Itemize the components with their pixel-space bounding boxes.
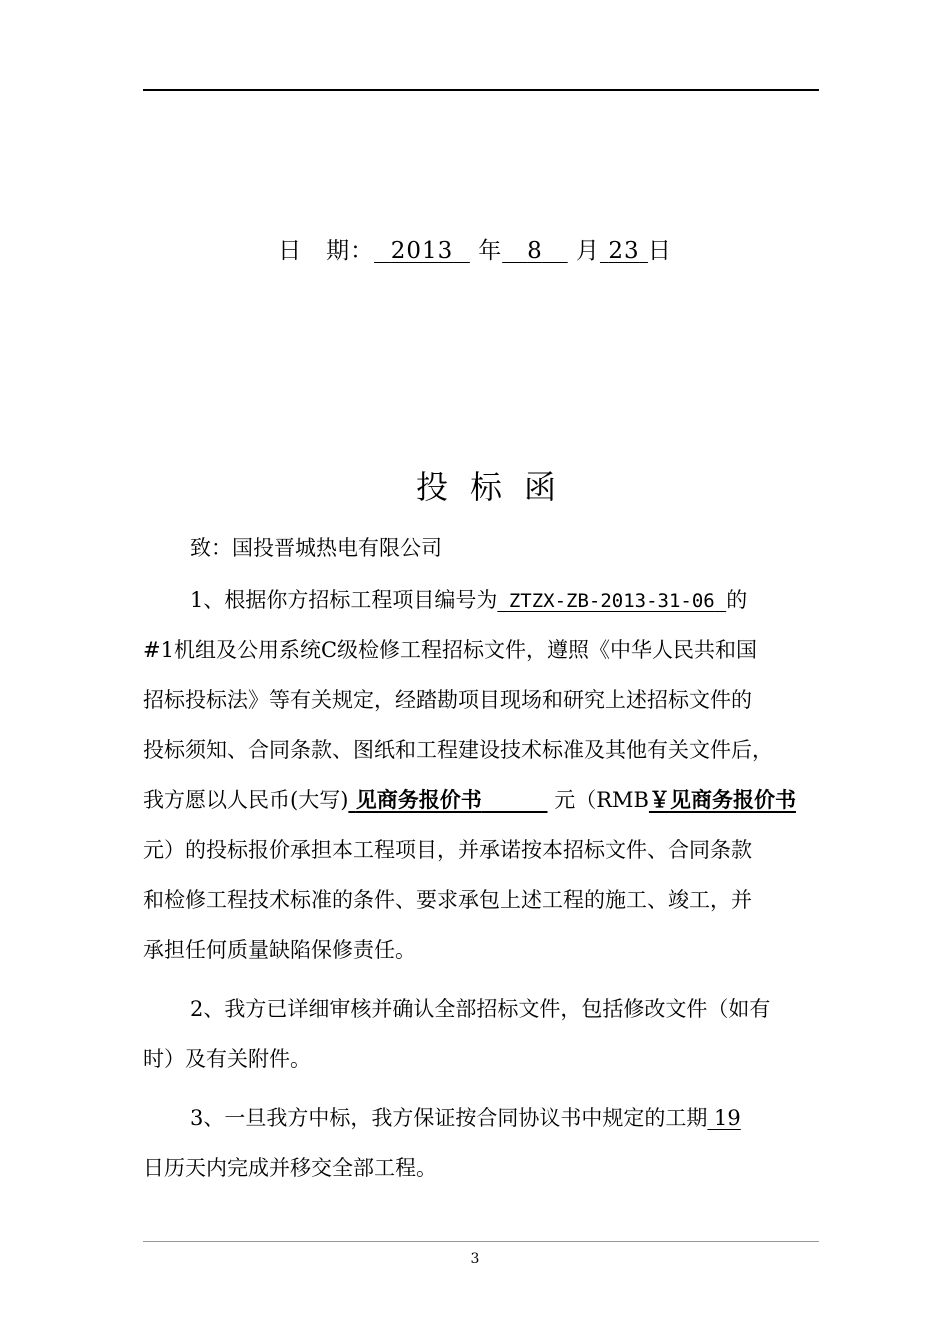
date-label: 日 期： xyxy=(278,238,375,264)
para3-line2: 日历天内完成并移交全部工程。 xyxy=(143,1156,437,1180)
date-year: 2013 xyxy=(390,238,454,264)
footer-rule xyxy=(143,1241,819,1242)
para3-line1: 3、一旦我方中标，我方保证按合同协议书中规定的工期 19 xyxy=(190,1106,741,1130)
date-month: 8 xyxy=(527,238,543,264)
para2-line1: 2、我方已详细审核并确认全部招标文件，包括修改文件（如有 xyxy=(190,997,771,1021)
para1-line1: 1、根据你方招标工程项目编号为 ZTZX-ZB-2013-31-06 的 xyxy=(190,588,748,612)
page-number: 3 xyxy=(470,1251,480,1267)
date-year-unit: 年 xyxy=(478,238,503,264)
para1-line5: 我方愿以人民币(大写) 见商务报价书 元（RMB￥见商务报价书 xyxy=(143,787,796,812)
amount-words: 见商务报价书 xyxy=(355,787,482,812)
date-day-unit: 日 xyxy=(647,238,672,264)
para1-line3: 招标投标法》等有关规定，经踏勘项目现场和研究上述招标文件的 xyxy=(143,688,752,712)
date-line xyxy=(0,232,950,265)
project-code: ZTZX-ZB-2013-31-06 xyxy=(508,590,715,612)
para1-line6: 元）的投标报价承担本工程项目，并承诺按本招标文件、合同条款 xyxy=(143,838,752,862)
para1-line2: #1机组及公用系统C级检修工程招标文件，遵照《中华人民共和国 xyxy=(143,638,758,662)
amount-figures: ￥见商务报价书 xyxy=(648,787,796,812)
para1-line7: 和检修工程技术标准的条件、要求承包上述工程的施工、竣工，并 xyxy=(143,888,752,912)
date-day: 23 xyxy=(608,238,640,264)
document-title: 投标函 xyxy=(415,468,578,506)
para2-line2: 时）及有关附件。 xyxy=(143,1047,311,1071)
para1-line4: 投标须知、合同条款、图纸和工程建设技术标准及其他有关文件后， xyxy=(143,738,773,762)
header-rule xyxy=(143,89,819,91)
date-month-unit: 月 xyxy=(576,238,601,264)
para1-line8: 承担任何质量缺陷保修责任。 xyxy=(143,938,416,962)
duration-days: 19 xyxy=(714,1106,741,1130)
recipient-line: 致：国投晋城热电有限公司 xyxy=(190,536,442,560)
